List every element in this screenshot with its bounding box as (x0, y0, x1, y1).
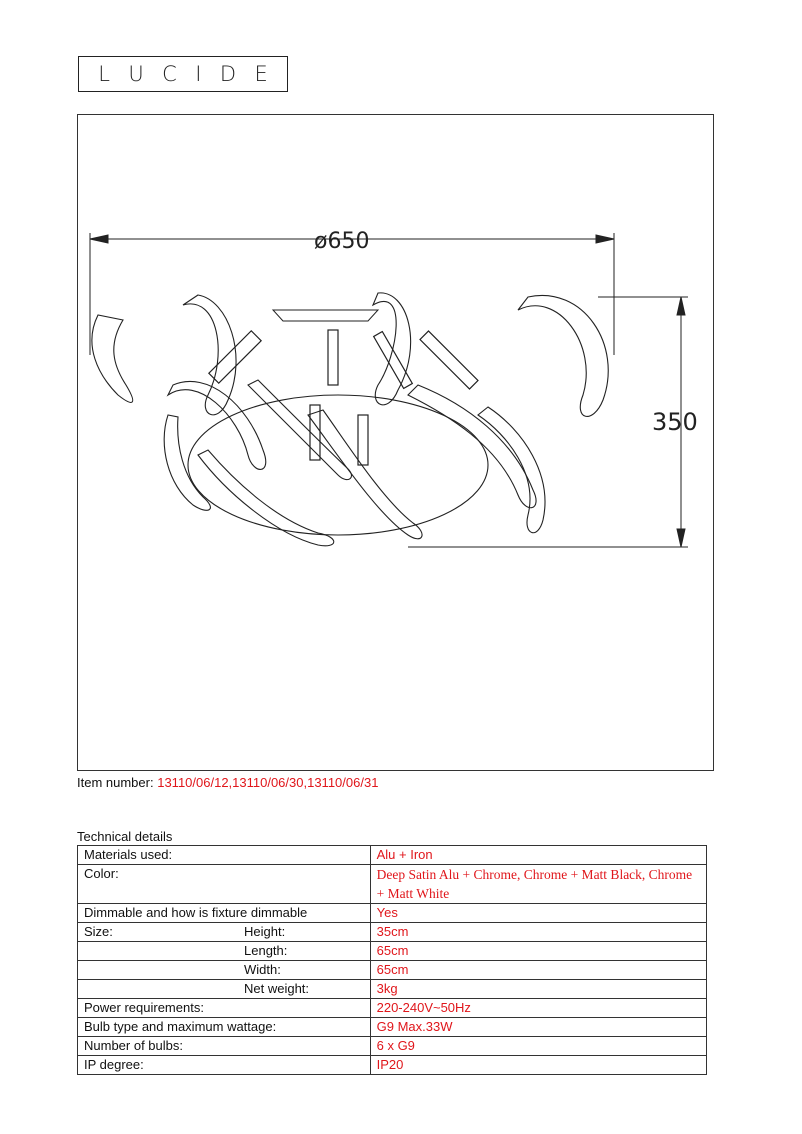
color-value: Deep Satin Alu + Chrome, Chrome + Matt Black, Chrome + Matt White (370, 865, 706, 904)
table-row (78, 1056, 707, 1075)
width-value: 65cm (370, 961, 706, 980)
item-number-label: Item number: (77, 775, 154, 790)
height-label: 350 (652, 408, 698, 436)
materials-value: Alu + Iron (370, 846, 706, 865)
table-row (78, 1037, 707, 1056)
arrow-left-icon (90, 235, 108, 243)
length-value: 65cm (370, 942, 706, 961)
fixture-drawing (78, 115, 715, 772)
arrow-right-icon (596, 235, 614, 243)
ip-value: IP20 (370, 1056, 706, 1075)
bulb-type-value: G9 Max.33W (370, 1018, 706, 1037)
logo-letter-l: L (98, 62, 110, 86)
lucide-logo (78, 56, 288, 92)
bulbs-count-value: 6 x G9 (370, 1037, 706, 1056)
item-number-value: 13110/06/12,13110/06/30,13110/06/31 (157, 775, 379, 790)
net-weight-label: Net weight: (238, 980, 370, 999)
color-label: Color: (78, 865, 371, 904)
logo-letter-e: E (254, 62, 268, 86)
bulb-type-label: Bulb type and maximum wattage: (78, 1018, 371, 1037)
width-label: Width: (238, 961, 370, 980)
technical-details-table (77, 845, 707, 1075)
arrow-down-icon (677, 529, 685, 547)
power-value: 220-240V~50Hz (370, 999, 706, 1018)
bulb-holders (209, 330, 478, 465)
logo-letter-d: D (219, 62, 237, 86)
size-label: Size: (78, 923, 239, 942)
table-row (78, 999, 707, 1018)
net-weight-value: 3kg (370, 980, 706, 999)
logo-letter-u: U (128, 62, 144, 86)
table-row (78, 904, 707, 923)
bulbs-count-label: Number of bulbs: (78, 1037, 371, 1056)
height-label: Height: (238, 923, 370, 942)
table-row (78, 846, 707, 865)
materials-label: Materials used: (78, 846, 371, 865)
technical-details-title: Technical details (77, 829, 173, 844)
technical-drawing-frame (77, 114, 714, 771)
table-row (78, 865, 707, 904)
table-row (78, 961, 707, 980)
logo-letter-c: C (162, 62, 177, 86)
table-row (78, 980, 707, 999)
length-label: Length: (238, 942, 370, 961)
dimmable-label: Dimmable and how is fixture dimmable (78, 904, 371, 923)
arrow-up-icon (677, 297, 685, 315)
power-label: Power requirements: (78, 999, 371, 1018)
dimmable-value: Yes (370, 904, 706, 923)
diameter-label: ø650 (314, 229, 370, 254)
table-row (78, 942, 707, 961)
height-value: 35cm (370, 923, 706, 942)
ip-label: IP degree: (78, 1056, 371, 1075)
item-number (77, 775, 378, 790)
ribbon-shapes (92, 293, 608, 546)
table-row (78, 923, 707, 942)
logo-letter-i: I (195, 62, 202, 86)
table-row (78, 1018, 707, 1037)
